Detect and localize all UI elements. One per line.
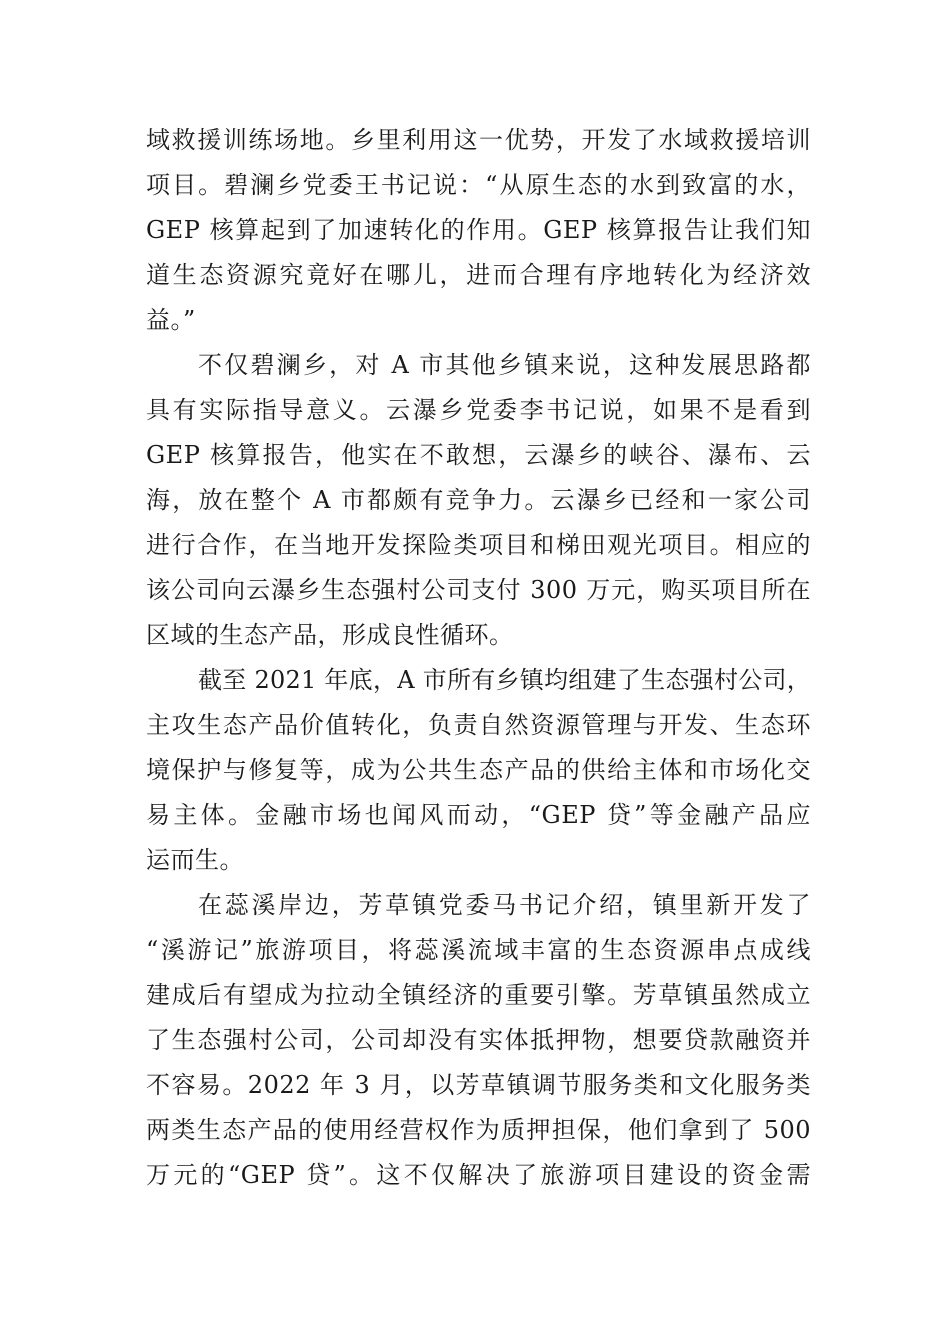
text-line: 进行合作，在当地开发探险类项目和梯田观光项目。相应的: [146, 531, 811, 559]
text-line: 不容易。2022 年 3 月，以芳草镇调节服务类和文化服务类: [146, 1071, 811, 1099]
body-text: [146, 118, 811, 1198]
text-line: 具有实际指导意义。云瀑乡党委李书记说，如果不是看到: [146, 396, 811, 424]
paragraph-first-line: 不仅碧澜乡，对 A 市其他乡镇来说，这种发展思路都: [198, 351, 811, 379]
text-line: 项目。碧澜乡党委王书记说：“从原生态的水到致富的水，: [146, 171, 811, 199]
text-line: 该公司向云瀑乡生态强村公司支付 300 万元，购买项目所在: [146, 576, 811, 604]
text-line: 主攻生态产品价值转化，负责自然资源管理与开发、生态环: [146, 711, 811, 739]
text-line: 境保护与修复等，成为公共生态产品的供给主体和市场化交: [146, 756, 811, 784]
text-line: 运而生。: [146, 846, 244, 874]
text-line: 两类生态产品的使用经营权作为质押担保，他们拿到了 500: [146, 1116, 811, 1144]
text-line: 海，放在整个 A 市都颇有竞争力。云瀑乡已经和一家公司: [146, 486, 811, 514]
text-line: 道生态资源究竟好在哪儿，进而合理有序地转化为经济效: [146, 261, 811, 289]
text-line: 区域的生态产品，形成良性循环。: [146, 621, 514, 649]
paragraph-first-line: 截至 2021 年底，A 市所有乡镇均组建了生态强村公司，: [198, 666, 811, 694]
text-line: “溪游记”旅游项目，将蕊溪流域丰富的生态资源串点成线: [146, 936, 811, 964]
text-line: 益。”: [146, 306, 196, 334]
text-line: 万元的“GEP 贷”。这不仅解决了旅游项目建设的资金需: [146, 1161, 811, 1189]
text-line: GEP 核算起到了加速转化的作用。GEP 核算报告让我们知: [146, 216, 811, 244]
text-line: 易主体。金融市场也闻风而动，“GEP 贷”等金融产品应: [146, 801, 811, 829]
paragraph-first-line: 在蕊溪岸边，芳草镇党委马书记介绍，镇里新开发了: [198, 891, 811, 919]
text-line: 建成后有望成为拉动全镇经济的重要引擎。芳草镇虽然成立: [146, 981, 811, 1009]
text-line: GEP 核算报告，他实在不敢想，云瀑乡的峡谷、瀑布、云: [146, 441, 811, 469]
text-line: 域救援训练场地。乡里利用这一优势，开发了水域救援培训: [146, 126, 811, 154]
text-line: 了生态强村公司，公司却没有实体抵押物，想要贷款融资并: [146, 1026, 811, 1054]
